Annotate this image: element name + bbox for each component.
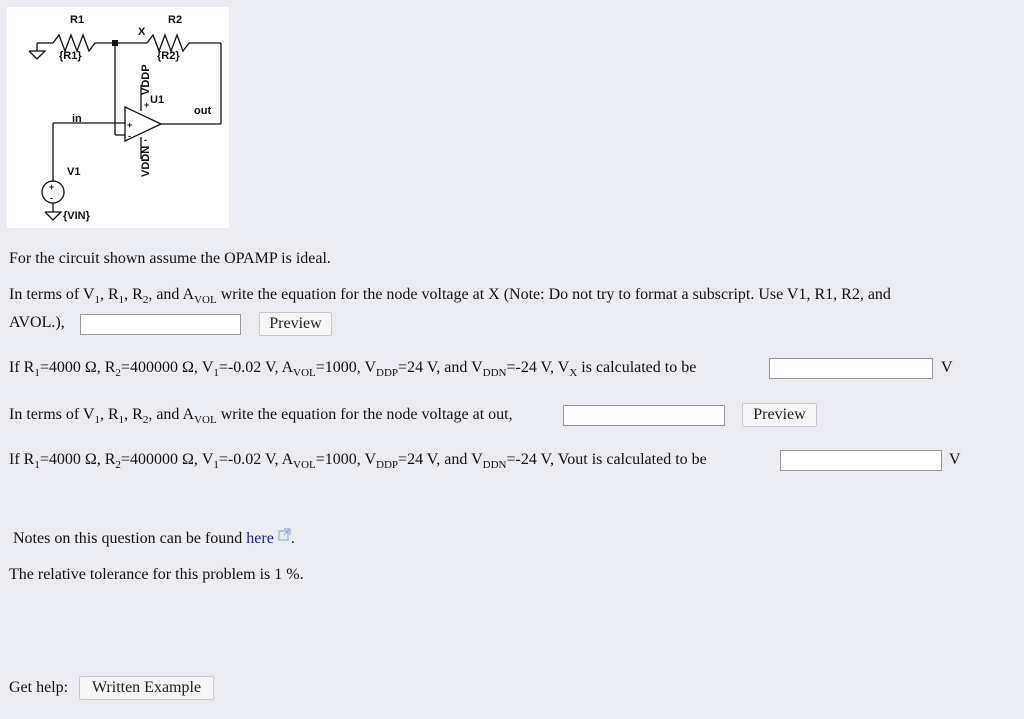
get-help-label: Get help: <box>9 679 69 696</box>
supply-minus-sign: - <box>144 135 147 145</box>
answer-vx-input[interactable] <box>769 358 933 379</box>
label-vddp: VDDP <box>140 64 152 95</box>
label-u1: U1 <box>150 94 165 106</box>
question-1-text: In terms of $V_1$, $R_1$, $R_2$, and $A_{VOL}$ write the equation for the node voltage at X (Note: Do not try to format a subscript. Use V1, R1, R2, and <box>9 286 891 306</box>
label-in: in <box>72 113 82 125</box>
label-node-x: X <box>138 26 146 38</box>
opamp-minus-sign: - <box>128 131 131 141</box>
resistor-r2 <box>147 35 221 51</box>
ground-symbol-left <box>29 51 45 59</box>
external-link-icon[interactable] <box>278 528 291 541</box>
unit-v-2: V <box>949 451 961 468</box>
ground-symbol-bottom <box>45 212 61 220</box>
question-2-text: If $R_1=4000$ Ω, $R_2=400000$ Ω, $V_1=-0.02$ V, $A_{VOL}=1000$, $V_{DDP}=24$ V, and $V_{DDN}=-24$ V, $V_X$ is calculated to be <box>9 359 697 379</box>
intro-text: For the circuit shown assume the OPAMP is ideal. <box>9 250 331 267</box>
notes-line: Notes on this question can be found here . <box>13 530 295 547</box>
question-3-text: In terms of $V_1$, $R_1$, $R_2$, and $A_{VOL}$ write the equation for the node voltage at out, <box>9 406 513 426</box>
label-r2: R2 <box>168 14 183 26</box>
node-x-dot <box>112 40 118 46</box>
answer-out-equation-input[interactable] <box>563 405 725 426</box>
source-plus-sign: + <box>49 182 55 192</box>
answer-x-equation-input[interactable] <box>80 314 241 335</box>
preview-button-2[interactable]: Preview <box>742 403 817 427</box>
label-vin: {VIN} <box>63 210 90 222</box>
question-4-text: If $R_1=4000$ Ω, $R_2=400000$ Ω, $V_1=-0.02$ V, $A_{VOL}=1000$, $V_{DDP}=24$ V, and $V_{DDN}=-24$ V, Vout is calculated to be <box>9 451 707 471</box>
preview-button-1[interactable]: Preview <box>259 312 332 336</box>
label-r1-value: {R1} <box>59 50 82 62</box>
label-vddn: VDDN <box>140 145 152 177</box>
resistor-r1 <box>53 35 115 51</box>
circuit-diagram <box>7 7 229 228</box>
supply-plus-sign: + <box>144 100 150 110</box>
label-out: out <box>194 105 212 117</box>
label-r2-value: {R2} <box>157 50 180 62</box>
written-example-button[interactable]: Written Example <box>79 676 214 700</box>
label-v1: V1 <box>67 166 81 178</box>
tolerance-text: The relative tolerance for this problem is 1 %. <box>9 566 304 583</box>
notes-link[interactable]: here <box>246 530 274 547</box>
answer-vout-input[interactable] <box>780 450 942 471</box>
question-1-text-cont: AVOL.), <box>9 314 65 331</box>
opamp-plus-sign: + <box>127 120 133 130</box>
source-minus-sign: - <box>50 193 53 203</box>
label-r1: R1 <box>70 14 85 26</box>
unit-v-1: V <box>941 359 953 376</box>
